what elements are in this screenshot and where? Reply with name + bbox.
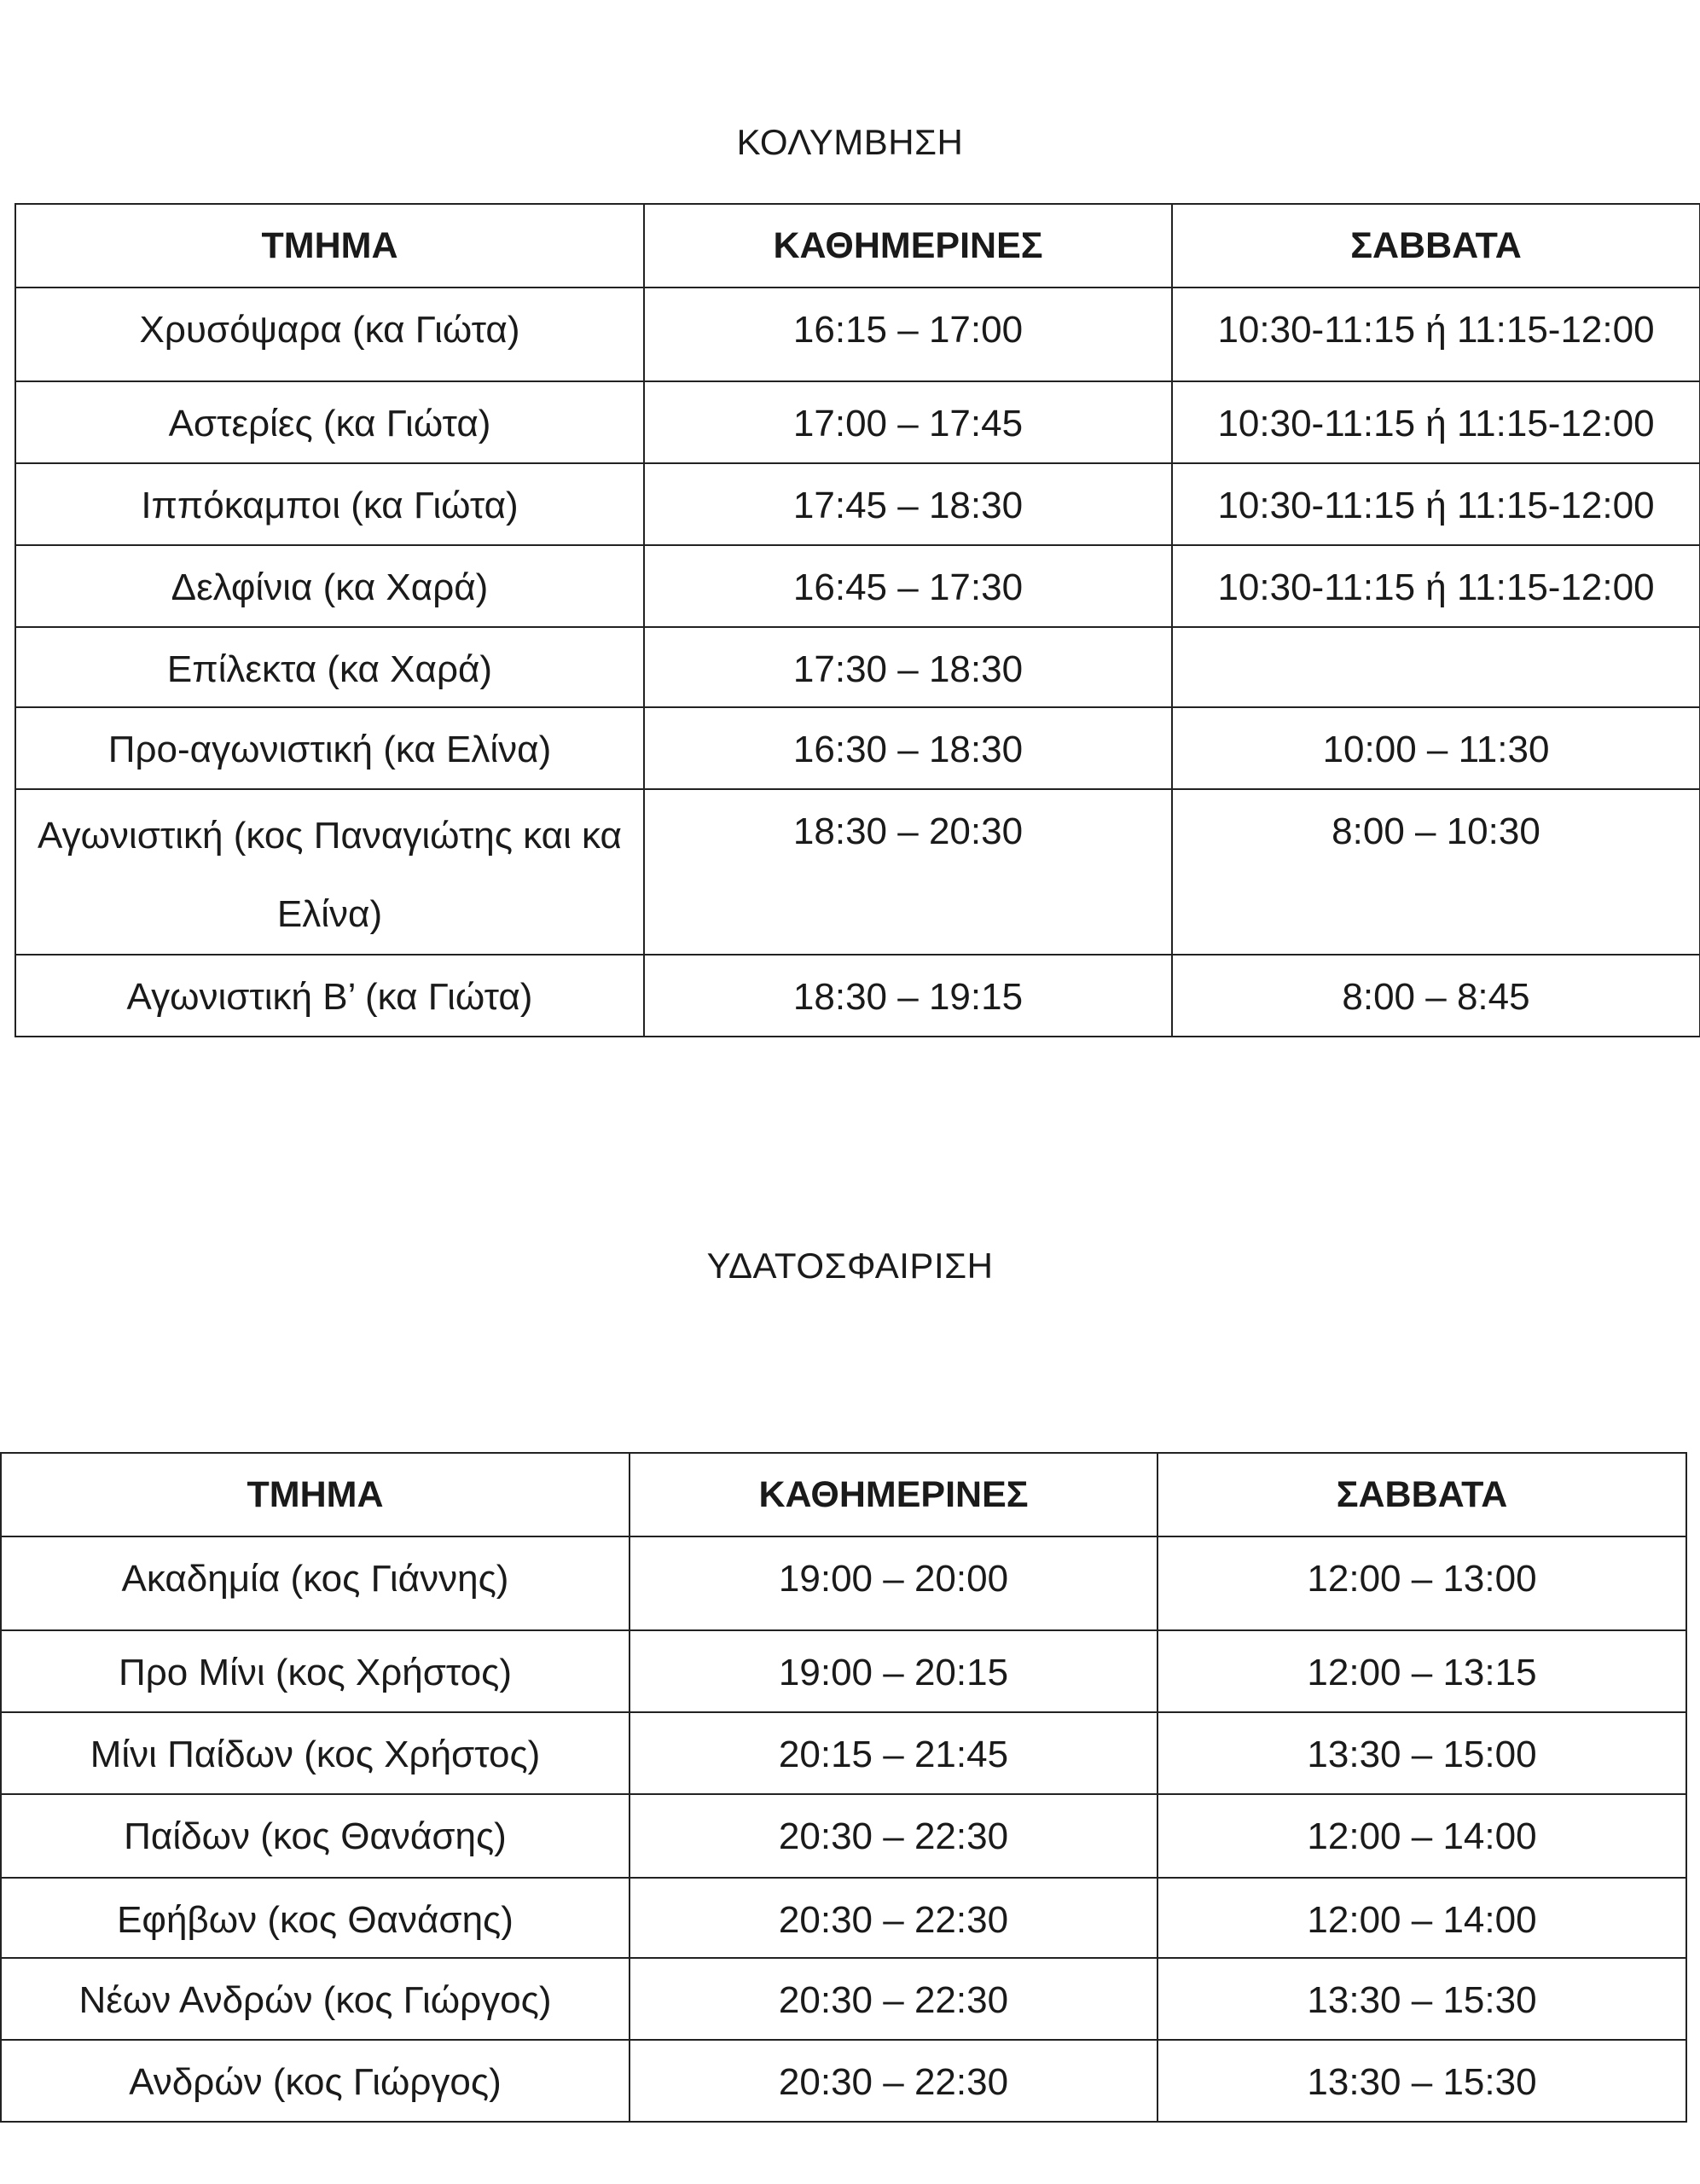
- column-header-department: ΤΜΗΜΑ: [15, 204, 644, 288]
- column-header-saturday: ΣΑΒΒΑΤΑ: [1158, 1453, 1686, 1536]
- weekday-time-cell: 16:30 – 18:30: [644, 707, 1172, 789]
- weekday-time-cell: 20:30 – 22:30: [630, 1794, 1158, 1878]
- department-cell: Ακαδημία (κος Γιάννης): [1, 1536, 630, 1630]
- table-row: [1, 1712, 1686, 1794]
- department-cell: Εφήβων (κος Θανάσης): [1, 1878, 630, 1958]
- table-row: [1, 2040, 1686, 2122]
- column-header-department: ΤΜΗΜΑ: [1, 1453, 630, 1536]
- weekday-time-cell: 20:30 – 22:30: [630, 1958, 1158, 2040]
- column-header-weekdays: ΚΑΘΗΜΕΡΙΝΕΣ: [630, 1453, 1158, 1536]
- weekday-time-cell: 18:30 – 20:30: [644, 789, 1172, 955]
- weekday-time-cell: 17:30 – 18:30: [644, 627, 1172, 707]
- swimming-title: ΚΟΛΥΜΒΗΣΗ: [736, 122, 964, 162]
- department-cell: Προ Μίνι (κος Χρήστος): [1, 1630, 630, 1712]
- table-row: [1, 1878, 1686, 1958]
- column-header-saturday: ΣΑΒΒΑΤΑ: [1172, 204, 1700, 288]
- table-row: [15, 288, 1700, 381]
- saturday-time-cell: 13:30 – 15:00: [1158, 1712, 1686, 1794]
- department-cell: Αστερίες (κα Γιώτα): [15, 381, 644, 463]
- saturday-time-cell: 10:30-11:15 ή 11:15-12:00: [1172, 381, 1700, 463]
- saturday-time-cell: 13:30 – 15:30: [1158, 2040, 1686, 2122]
- saturday-time-cell: [1172, 627, 1700, 707]
- department-cell: Χρυσόψαρα (κα Γιώτα): [15, 288, 644, 381]
- weekday-time-cell: 18:30 – 19:15: [644, 955, 1172, 1037]
- weekday-time-cell: 17:45 – 18:30: [644, 463, 1172, 545]
- weekday-time-cell: 16:45 – 17:30: [644, 545, 1172, 627]
- saturday-time-cell: 10:30-11:15 ή 11:15-12:00: [1172, 545, 1700, 627]
- saturday-time-cell: 8:00 – 8:45: [1172, 955, 1700, 1037]
- table-row: [15, 707, 1700, 789]
- saturday-time-cell: 10:30-11:15 ή 11:15-12:00: [1172, 288, 1700, 381]
- weekday-time-cell: 20:30 – 22:30: [630, 2040, 1158, 2122]
- swimming-schedule-table: [15, 203, 1700, 1037]
- department-cell: Προ-αγωνιστική (κα Ελίνα): [15, 707, 644, 789]
- water-polo-title: ΥΔΑΤΟΣΦΑΙΡΙΣΗ: [706, 1246, 994, 1286]
- department-cell: Ανδρών (κος Γιώργος): [1, 2040, 630, 2122]
- table-row: [15, 955, 1700, 1037]
- table-row: [15, 381, 1700, 463]
- table-row: [1, 1794, 1686, 1878]
- saturday-time-cell: 10:30-11:15 ή 11:15-12:00: [1172, 463, 1700, 545]
- department-cell: Αγωνιστική Β’ (κα Γιώτα): [15, 955, 644, 1037]
- department-cell: Επίλεκτα (κα Χαρά): [15, 627, 644, 707]
- saturday-time-cell: 10:00 – 11:30: [1172, 707, 1700, 789]
- table-header-row: [15, 204, 1700, 288]
- weekday-time-cell: 19:00 – 20:15: [630, 1630, 1158, 1712]
- water-polo-schedule-table: [0, 1452, 1687, 2123]
- table-row: [1, 1630, 1686, 1712]
- table-row: [15, 627, 1700, 707]
- saturday-time-cell: 8:00 – 10:30: [1172, 789, 1700, 955]
- table-row: [15, 545, 1700, 627]
- department-cell: Δελφίνια (κα Χαρά): [15, 545, 644, 627]
- weekday-time-cell: 16:15 – 17:00: [644, 288, 1172, 381]
- saturday-time-cell: 12:00 – 13:15: [1158, 1630, 1686, 1712]
- saturday-time-cell: 13:30 – 15:30: [1158, 1958, 1686, 2040]
- weekday-time-cell: 20:15 – 21:45: [630, 1712, 1158, 1794]
- weekday-time-cell: 19:00 – 20:00: [630, 1536, 1158, 1630]
- department-cell: Μίνι Παίδων (κος Χρήστος): [1, 1712, 630, 1794]
- weekday-time-cell: 20:30 – 22:30: [630, 1878, 1158, 1958]
- department-cell: Παίδων (κος Θανάσης): [1, 1794, 630, 1878]
- weekday-time-cell: 17:00 – 17:45: [644, 381, 1172, 463]
- table-header-row: [1, 1453, 1686, 1536]
- table-row: [1, 1958, 1686, 2040]
- saturday-time-cell: 12:00 – 14:00: [1158, 1794, 1686, 1878]
- saturday-time-cell: 12:00 – 14:00: [1158, 1878, 1686, 1958]
- column-header-weekdays: ΚΑΘΗΜΕΡΙΝΕΣ: [644, 204, 1172, 288]
- table-row: [15, 463, 1700, 545]
- department-cell: Αγωνιστική (κος Παναγιώτης και κα Ελίνα): [15, 789, 644, 955]
- department-cell: Ιππόκαμποι (κα Γιώτα): [15, 463, 644, 545]
- saturday-time-cell: 12:00 – 13:00: [1158, 1536, 1686, 1630]
- table-row: [1, 1536, 1686, 1630]
- department-cell: Νέων Ανδρών (κος Γιώργος): [1, 1958, 630, 2040]
- table-row: [15, 789, 1700, 955]
